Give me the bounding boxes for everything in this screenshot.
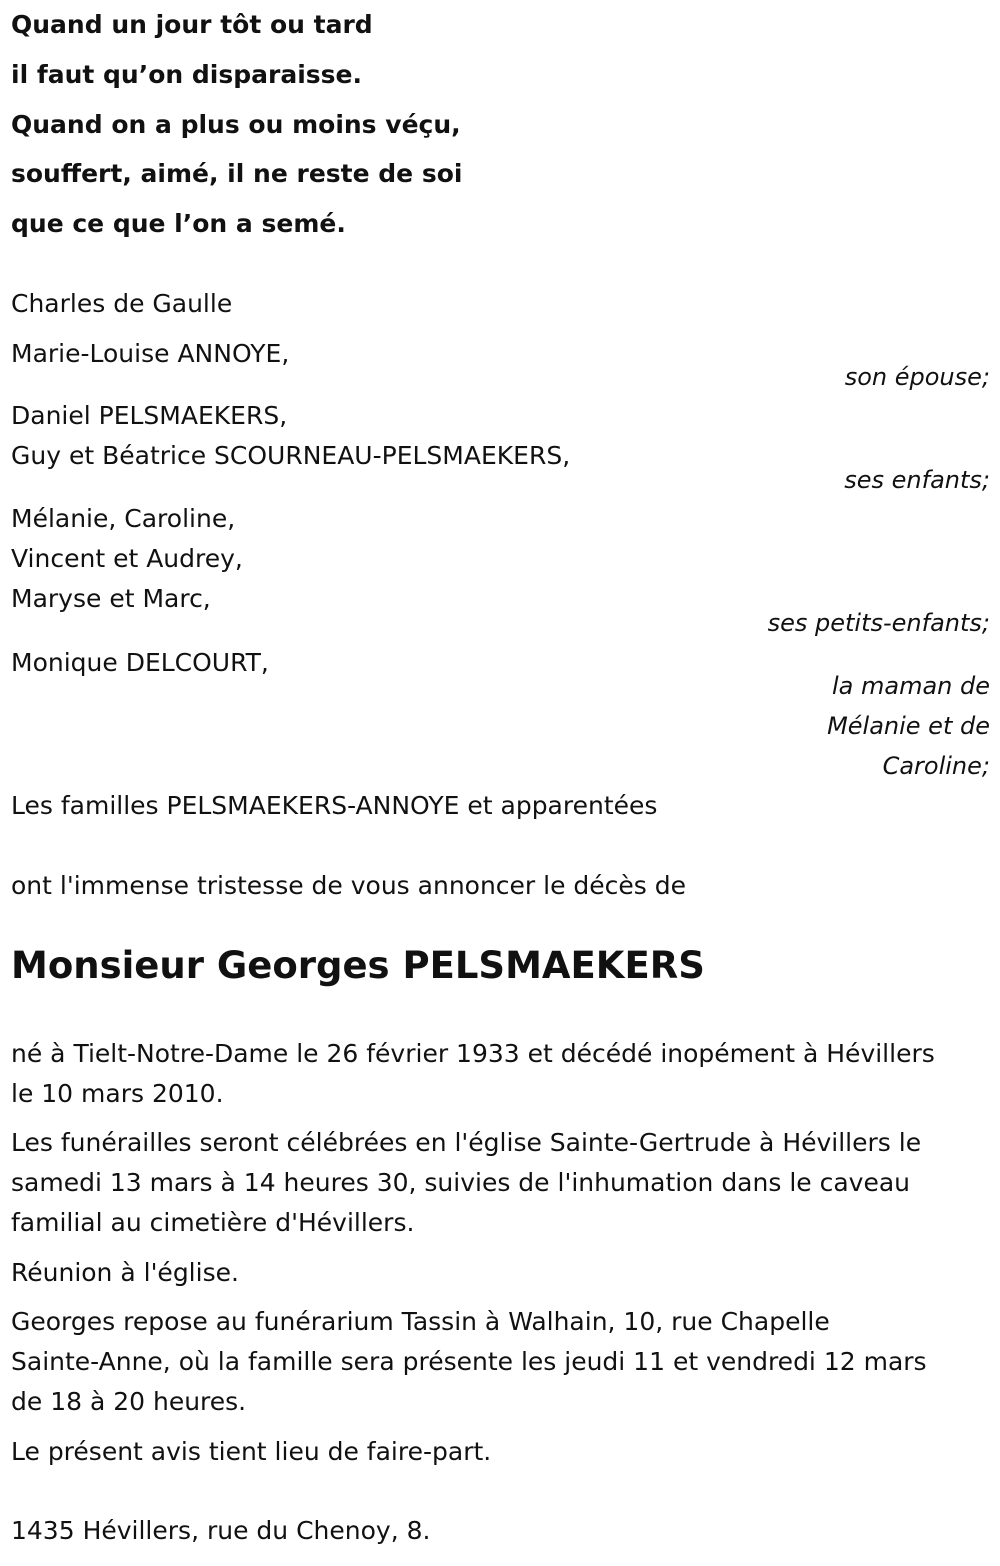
birth-line-2: le 10 mars 2010. — [11, 1079, 224, 1108]
notice-line: Le présent avis tient lieu de faire-part. — [11, 1437, 492, 1466]
child-2: Guy et Béatrice SCOURNEAU-PELSMAEKERS, — [11, 441, 571, 470]
grandchildren-2: Vincent et Audrey, — [11, 544, 243, 573]
poem-line-4: souffert, aimé, il ne reste de soi — [11, 159, 463, 188]
repose-line-1: Georges repose au funérarium Tassin à Walhain, 10, rue Chapelle — [11, 1307, 830, 1336]
address-line: 1435 Hévillers, rue du Chenoy, 8. — [11, 1516, 431, 1545]
other-name: Monique DELCOURT, — [11, 648, 269, 677]
grandchildren-3: Maryse et Marc, — [11, 584, 211, 613]
poem-line-2: il faut qu’on disparaisse. — [11, 60, 363, 89]
spouse-role: son épouse; — [844, 363, 990, 391]
repose-line-3: de 18 à 20 heures. — [11, 1387, 247, 1416]
grandchildren-1: Mélanie, Caroline, — [11, 504, 236, 533]
birth-line-1: né à Tielt-Notre-Dame le 26 février 1933 et décédé inopément à Hévillers — [11, 1039, 935, 1068]
other-role-line-2: Mélanie et de — [827, 712, 990, 740]
poem-line-3: Quand on a plus ou moins véçu, — [11, 110, 461, 139]
child-1: Daniel PELSMAEKERS, — [11, 401, 288, 430]
funeral-line-1: Les funérailles seront célébrées en l'église Sainte-Gertrude à Hévillers le — [11, 1128, 922, 1157]
poem-line-5: que ce que l’on a semé. — [11, 209, 346, 238]
repose-line-2: Sainte-Anne, où la famille sera présente les jeudi 11 et vendredi 12 mars — [11, 1347, 927, 1376]
poem-line-1: Quand un jour tôt ou tard — [11, 10, 373, 39]
deceased-name: Monsieur Georges PELSMAEKERS — [11, 944, 705, 987]
other-role-line-1: la maman de — [831, 672, 990, 700]
families-line: Les familles PELSMAEKERS-ANNOYE et apparentées — [11, 791, 658, 820]
grandchildren-role: ses petits-enfants; — [767, 609, 990, 637]
children-role: ses enfants; — [844, 466, 990, 494]
funeral-line-3: familial au cimetière d'Hévillers. — [11, 1208, 415, 1237]
poem-author: Charles de Gaulle — [11, 289, 233, 318]
other-role-line-3: Caroline; — [882, 752, 990, 780]
funeral-line-2: samedi 13 mars à 14 heures 30, suivies de l'inhumation dans le caveau — [11, 1168, 910, 1197]
meeting-line: Réunion à l'église. — [11, 1258, 239, 1287]
announcement: ont l'immense tristesse de vous annoncer le décès de — [11, 871, 687, 900]
spouse-name: Marie-Louise ANNOYE, — [11, 339, 290, 368]
